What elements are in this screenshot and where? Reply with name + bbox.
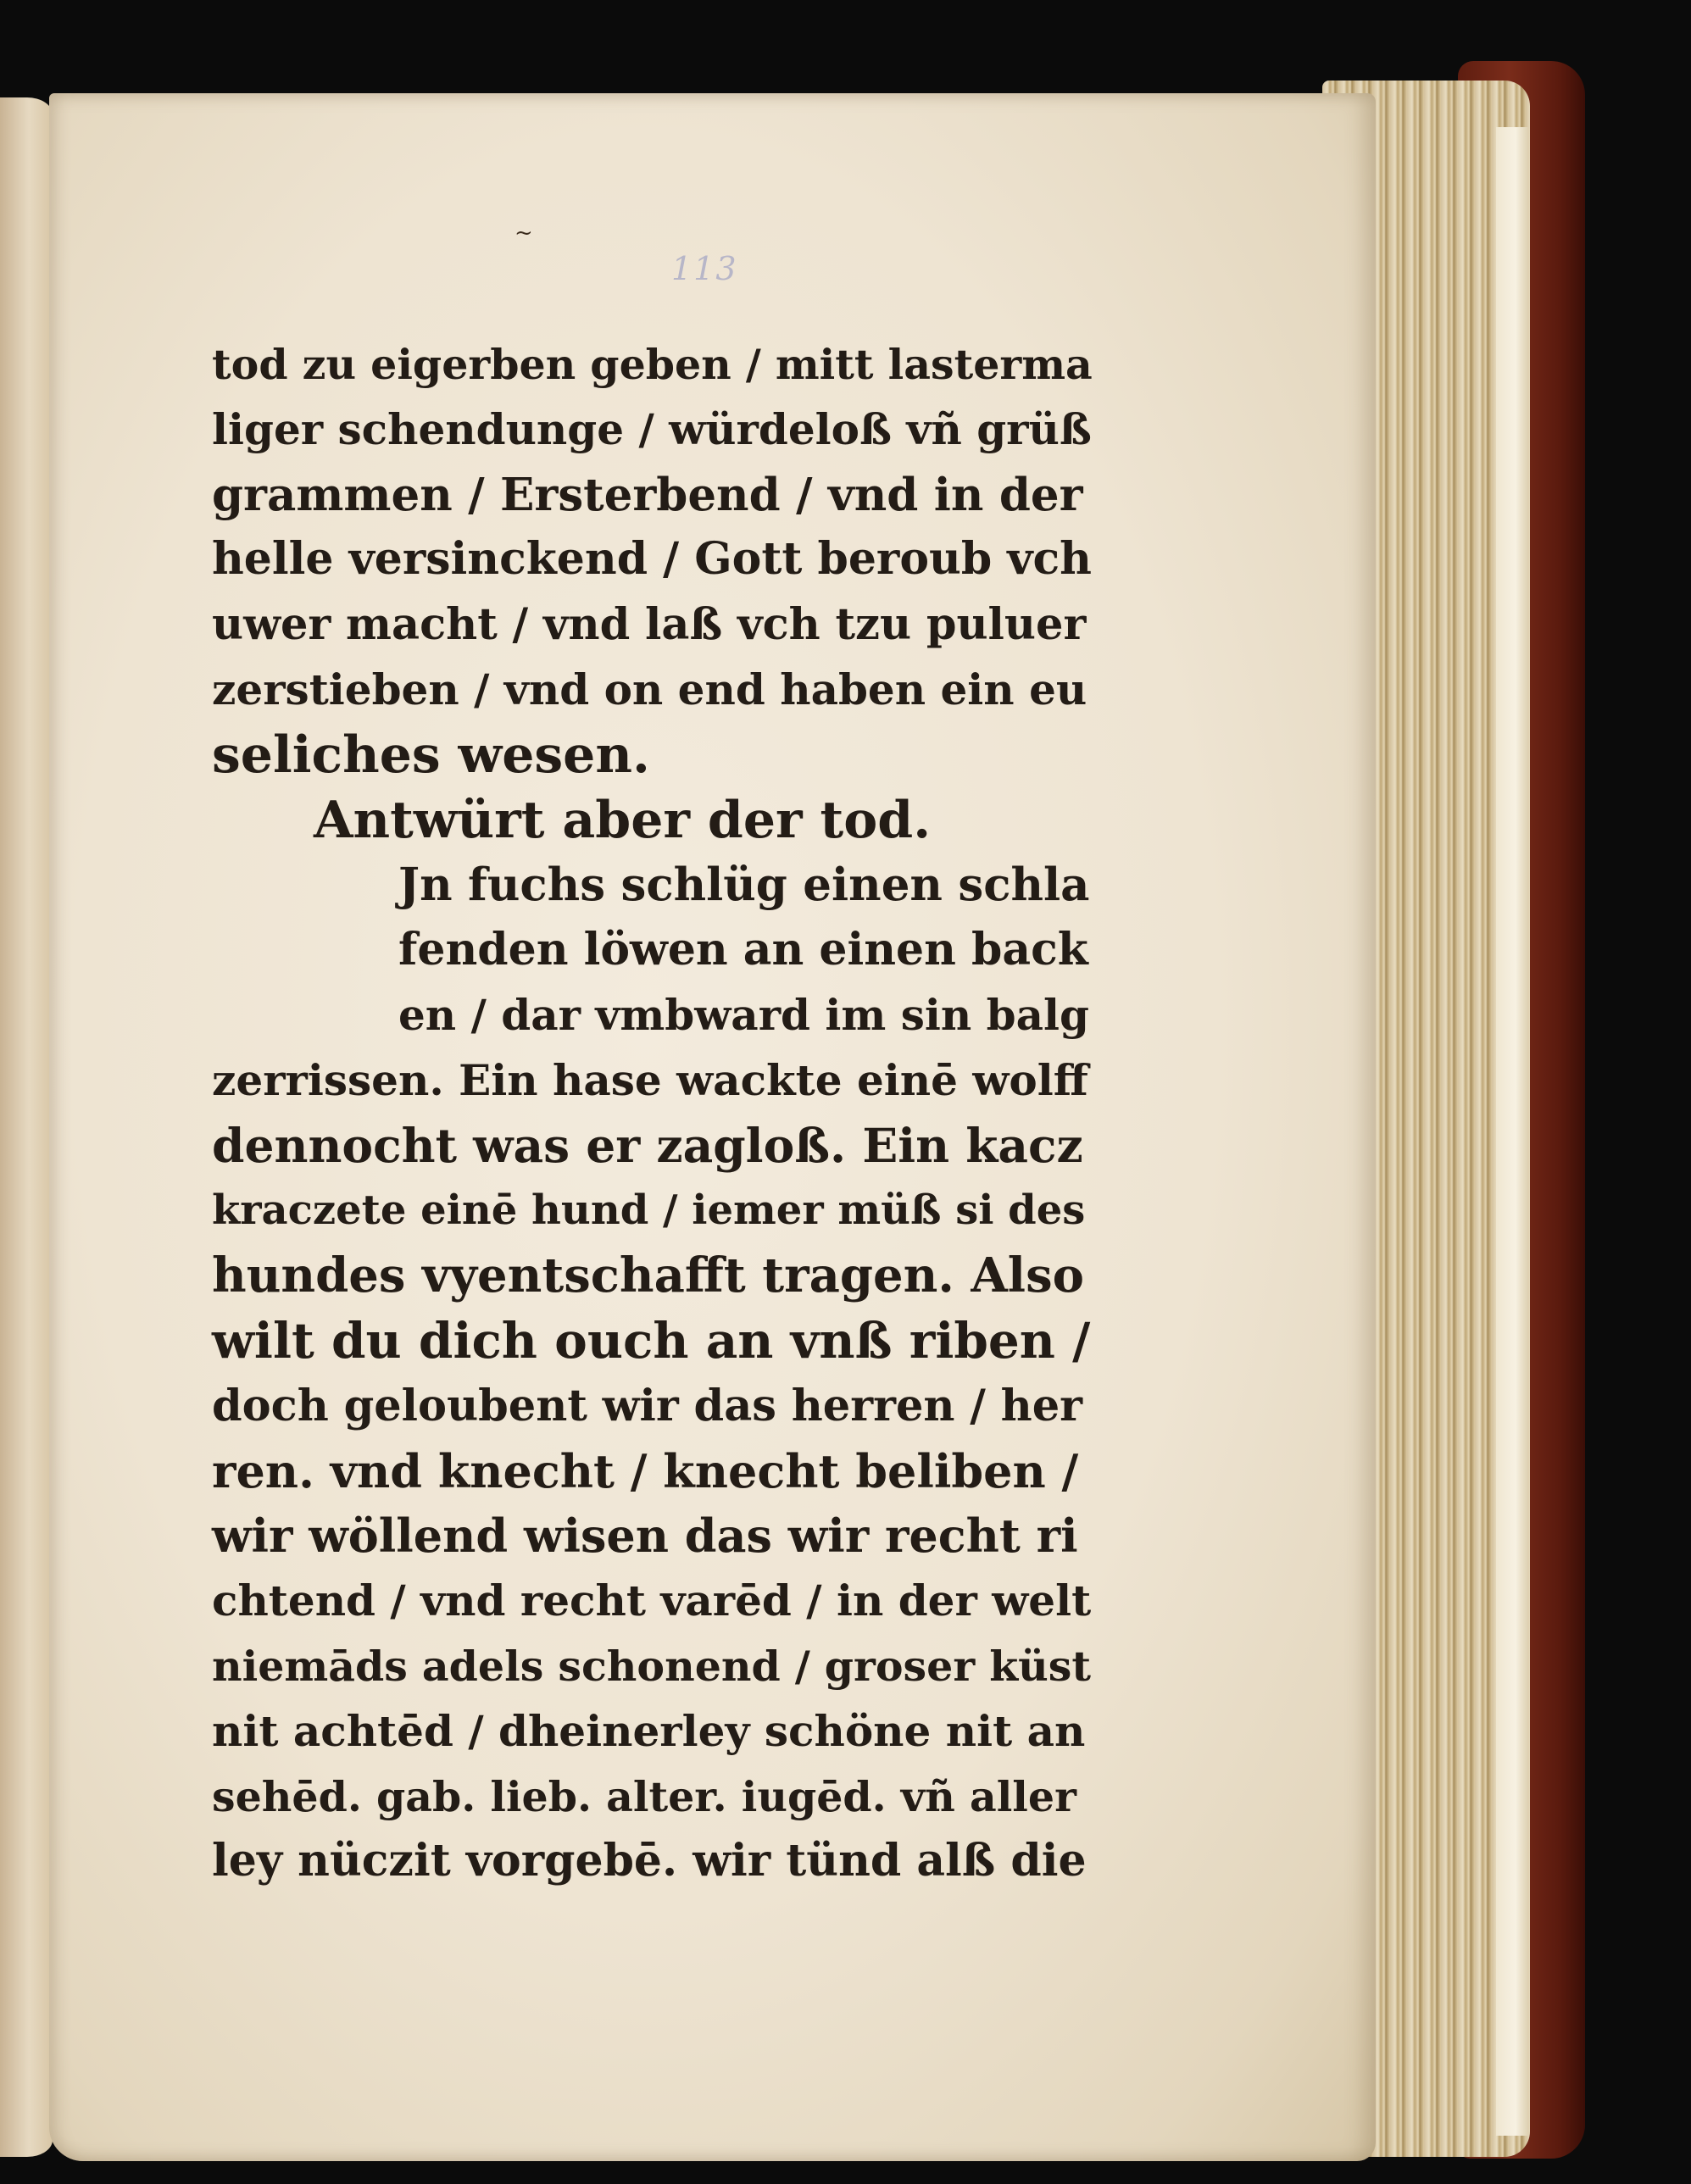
text-line: en / dar vmbward im sin balg — [398, 989, 1089, 1040]
section-heading: Antwürt aber der tod. — [314, 790, 932, 850]
text-line: fenden löwen an einen back — [398, 924, 1088, 976]
text-line: seliches wesen. — [212, 725, 650, 785]
text-line: kraczete einē hund / iemer müß si des — [212, 1186, 1086, 1235]
facing-page-edge — [0, 97, 53, 2157]
text-line: uwer macht / vnd laß vch tzu puluer — [212, 599, 1087, 651]
ink-smudge: ~ — [515, 220, 533, 246]
text-line: niemāds adels schonend / groser küst — [212, 1641, 1091, 1691]
text-line: wilt du dich ouch an vnß riben / — [212, 1311, 1091, 1370]
text-line: helle versinckend / Gott beroub vch — [212, 533, 1092, 586]
text-line: zerrissen. Ein hase wackte einē wolff — [212, 1054, 1088, 1105]
text-line: nit achtēd / dheinerley schöne nit an — [212, 1705, 1086, 1756]
text-line: tod zu eigerben geben / mitt lasterma — [212, 340, 1093, 389]
text-line: ren. vnd knecht / knecht beliben / — [212, 1443, 1079, 1498]
text-line: grammen / Ersterbend / vnd in der — [212, 468, 1083, 521]
text-line: liger schendunge / würdeloß vñ grüß — [212, 403, 1092, 454]
text-line: wir wöllend wisen das wir recht ri — [212, 1509, 1078, 1564]
text-line: hundes vyentschafft tragen. Also — [212, 1248, 1084, 1304]
endpaper — [1496, 127, 1528, 2136]
text-line: chtend / vnd recht varēd / in der welt — [212, 1575, 1092, 1626]
text-line-initial: Jn fuchs schlüg einen schla — [398, 859, 1090, 912]
text-line: zerstieben / vnd on end haben ein eu — [212, 664, 1087, 714]
folio-number: 113 — [671, 250, 738, 287]
text-line: dennocht was er zagloß. Ein kacz — [212, 1117, 1083, 1173]
text-line: ley nüczit vorgebē. wir tünd alß die — [212, 1835, 1087, 1887]
blackletter-text-block — [212, 332, 1093, 1894]
text-line: sehēd. gab. lieb. alter. iugēd. vñ aller — [212, 1771, 1076, 1821]
text-line: doch geloubent wir das herren / her — [212, 1380, 1083, 1431]
